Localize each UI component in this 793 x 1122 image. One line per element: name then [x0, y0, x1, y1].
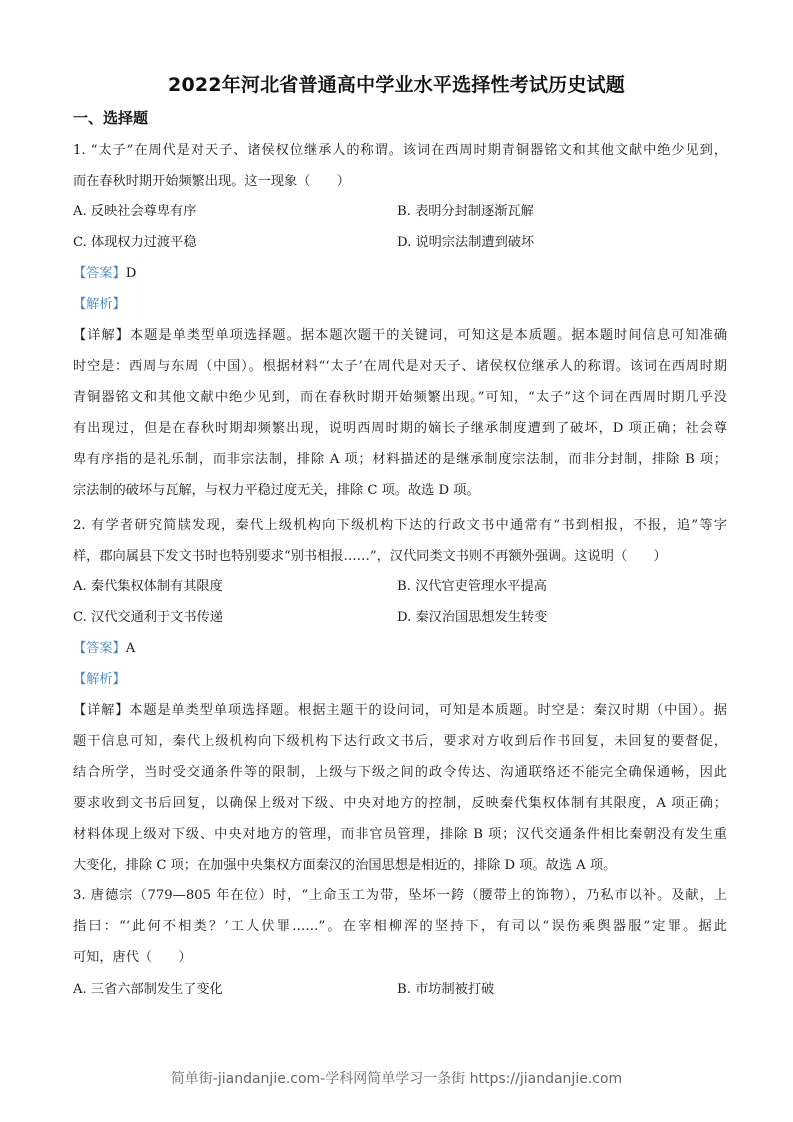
detail-label: 【详解】	[73, 703, 130, 718]
question-1-stem-line-2: 而在春秋时期开始频繁出现。这一现象（ ）	[73, 174, 350, 189]
question-2-option-d: D. 秦汉治国思想发生转变	[397, 610, 548, 625]
question-2-detail-line-6: 大变化，排除 C 项；在加强中央集权方面秦汉的治国思想是相近的，排除 D 项。故选 A 项。	[73, 858, 617, 873]
question-3-stem-line-1: 3. 唐德宗（779—805 年在位）时，“上命玉工为带，坠坏一銙（腰带上的饰物），乃私市以补。及献，上	[73, 888, 727, 903]
question-2-detail-line-5: 材料体现上级对下级、中央对地方的管理，而非官员管理，排除 B 项；汉代交通条件相比秦朝没有发生重	[73, 827, 727, 842]
question-1-detail-line-5: 卑有序指的是礼乐制，而非宗法制，排除 A 项；材料描述的是继承制度宗法制，而非分封制，排除 B 项；	[73, 452, 727, 467]
question-1-option-b: B. 表明分封制逐渐瓦解	[397, 204, 534, 219]
question-2-stem-line-2: 样，郡向属县下发文书时也特别要求“别书相报……”，汉代同类文书则不再额外强调。这说明（ ）	[73, 549, 667, 564]
question-1-detail-line-6: 宗法制的破坏与瓦解，与权力平稳过度无关，排除 C 项。故选 D 项。	[73, 483, 480, 498]
question-2-option-c: C. 汉代交通利于文书传递	[73, 610, 223, 625]
question-1-detail-line-3: 青铜器铭文和其他文献中绝少见到，而在春秋时期开始频繁出现。”可知，“太子”这个词在西周时期几乎没	[73, 390, 727, 405]
detail-label: 【详解】	[73, 328, 130, 343]
question-3-option-b: B. 市坊制被打破	[397, 982, 495, 997]
question-2-detail-line-2: 题干信息可知，秦代上级机构向下级机构下达行政文书后，要求对方收到后作书回复，未回复的要督促，	[73, 734, 727, 749]
question-2-answer	[73, 639, 135, 659]
answer-label: 【答案】	[73, 641, 126, 656]
question-2-detail-line-4: 要求收到文书后回复，以确保上级对下级、中央对地方的控制，反映秦代集权体制有其限度，A 项正确；	[73, 796, 727, 811]
answer-value: A	[125, 641, 136, 656]
question-2-analysis-label	[73, 670, 126, 690]
question-2-option-a: A. 秦代集权体制有其限度	[73, 579, 223, 594]
question-1-option-d: D. 说明宗法制遭到破坏	[397, 235, 535, 250]
question-3-stem-line-2: 指曰：“‘此何不相类？’工人伏罪……”。在宰相柳浑的坚持下，有司以“误伤乘舆器服”定罪。据此	[73, 919, 727, 934]
question-3-stem-line-3: 可知，唐代（ ）	[73, 950, 192, 965]
answer-label: 【答案】	[73, 266, 126, 281]
question-3-option-a: A. 三省六部制发生了变化	[73, 982, 223, 997]
question-1-option-a: A. 反映社会尊卑有序	[73, 204, 197, 219]
footer-watermark: 简单街-jiandanjie.com-学科网简单学习一条街 https://jiandanjie.com	[170, 1071, 623, 1087]
question-2-detail-line-3: 结合所学，当时受交通条件等的限制，上级与下级之间的政令传达、沟通联络还不能完全确保通畅，因此	[73, 765, 727, 780]
question-1-option-c: C. 体现权力过渡平稳	[73, 235, 197, 250]
question-1-answer	[73, 264, 136, 284]
question-2-option-b: B. 汉代官吏管理水平提高	[397, 579, 547, 594]
question-1-stem-line-1: 1. “太子”在周代是对天子、诸侯权位继承人的称谓。该词在西周时期青铜器铭文和其他文献中绝少见到，	[73, 143, 727, 158]
page-title: 2022年河北省普通高中学业水平选择性考试历史试题	[168, 74, 625, 96]
analysis-label: 【解析】	[73, 672, 126, 687]
section-heading: 一、选择题	[73, 109, 149, 127]
answer-value: D	[125, 266, 137, 281]
question-1-detail-line-4: 有出现过，但是在春秋时期却频繁出现，说明西周时期的嫡长子继承制度遭到了破坏，D 项正确；社会尊	[73, 421, 727, 436]
question-2-stem-line-1: 2. 有学者研究简牍发现，秦代上级机构向下级机构下达的行政文书中通常有“书到相报，不报，追”等字	[73, 518, 727, 533]
question-1-analysis-label	[73, 295, 126, 315]
analysis-label: 【解析】	[73, 297, 126, 312]
question-1-detail-line-1: 【详解】本题是单类型单项选择题。据本题次题干的关键词，可知这是本质题。据本题时间信息可知准确	[73, 328, 728, 343]
question-1-detail-line-2: 时空是：西周与东周（中国）。根据材料“‘太子’在周代是对天子、诸侯权位继承人的称谓。该词在西周时期	[73, 359, 727, 374]
question-2-detail-line-1: 【详解】本题是单类型单项选择题。根据主题干的设问词，可知是本质题。时空是：秦汉时期（中国）。据	[73, 703, 727, 718]
